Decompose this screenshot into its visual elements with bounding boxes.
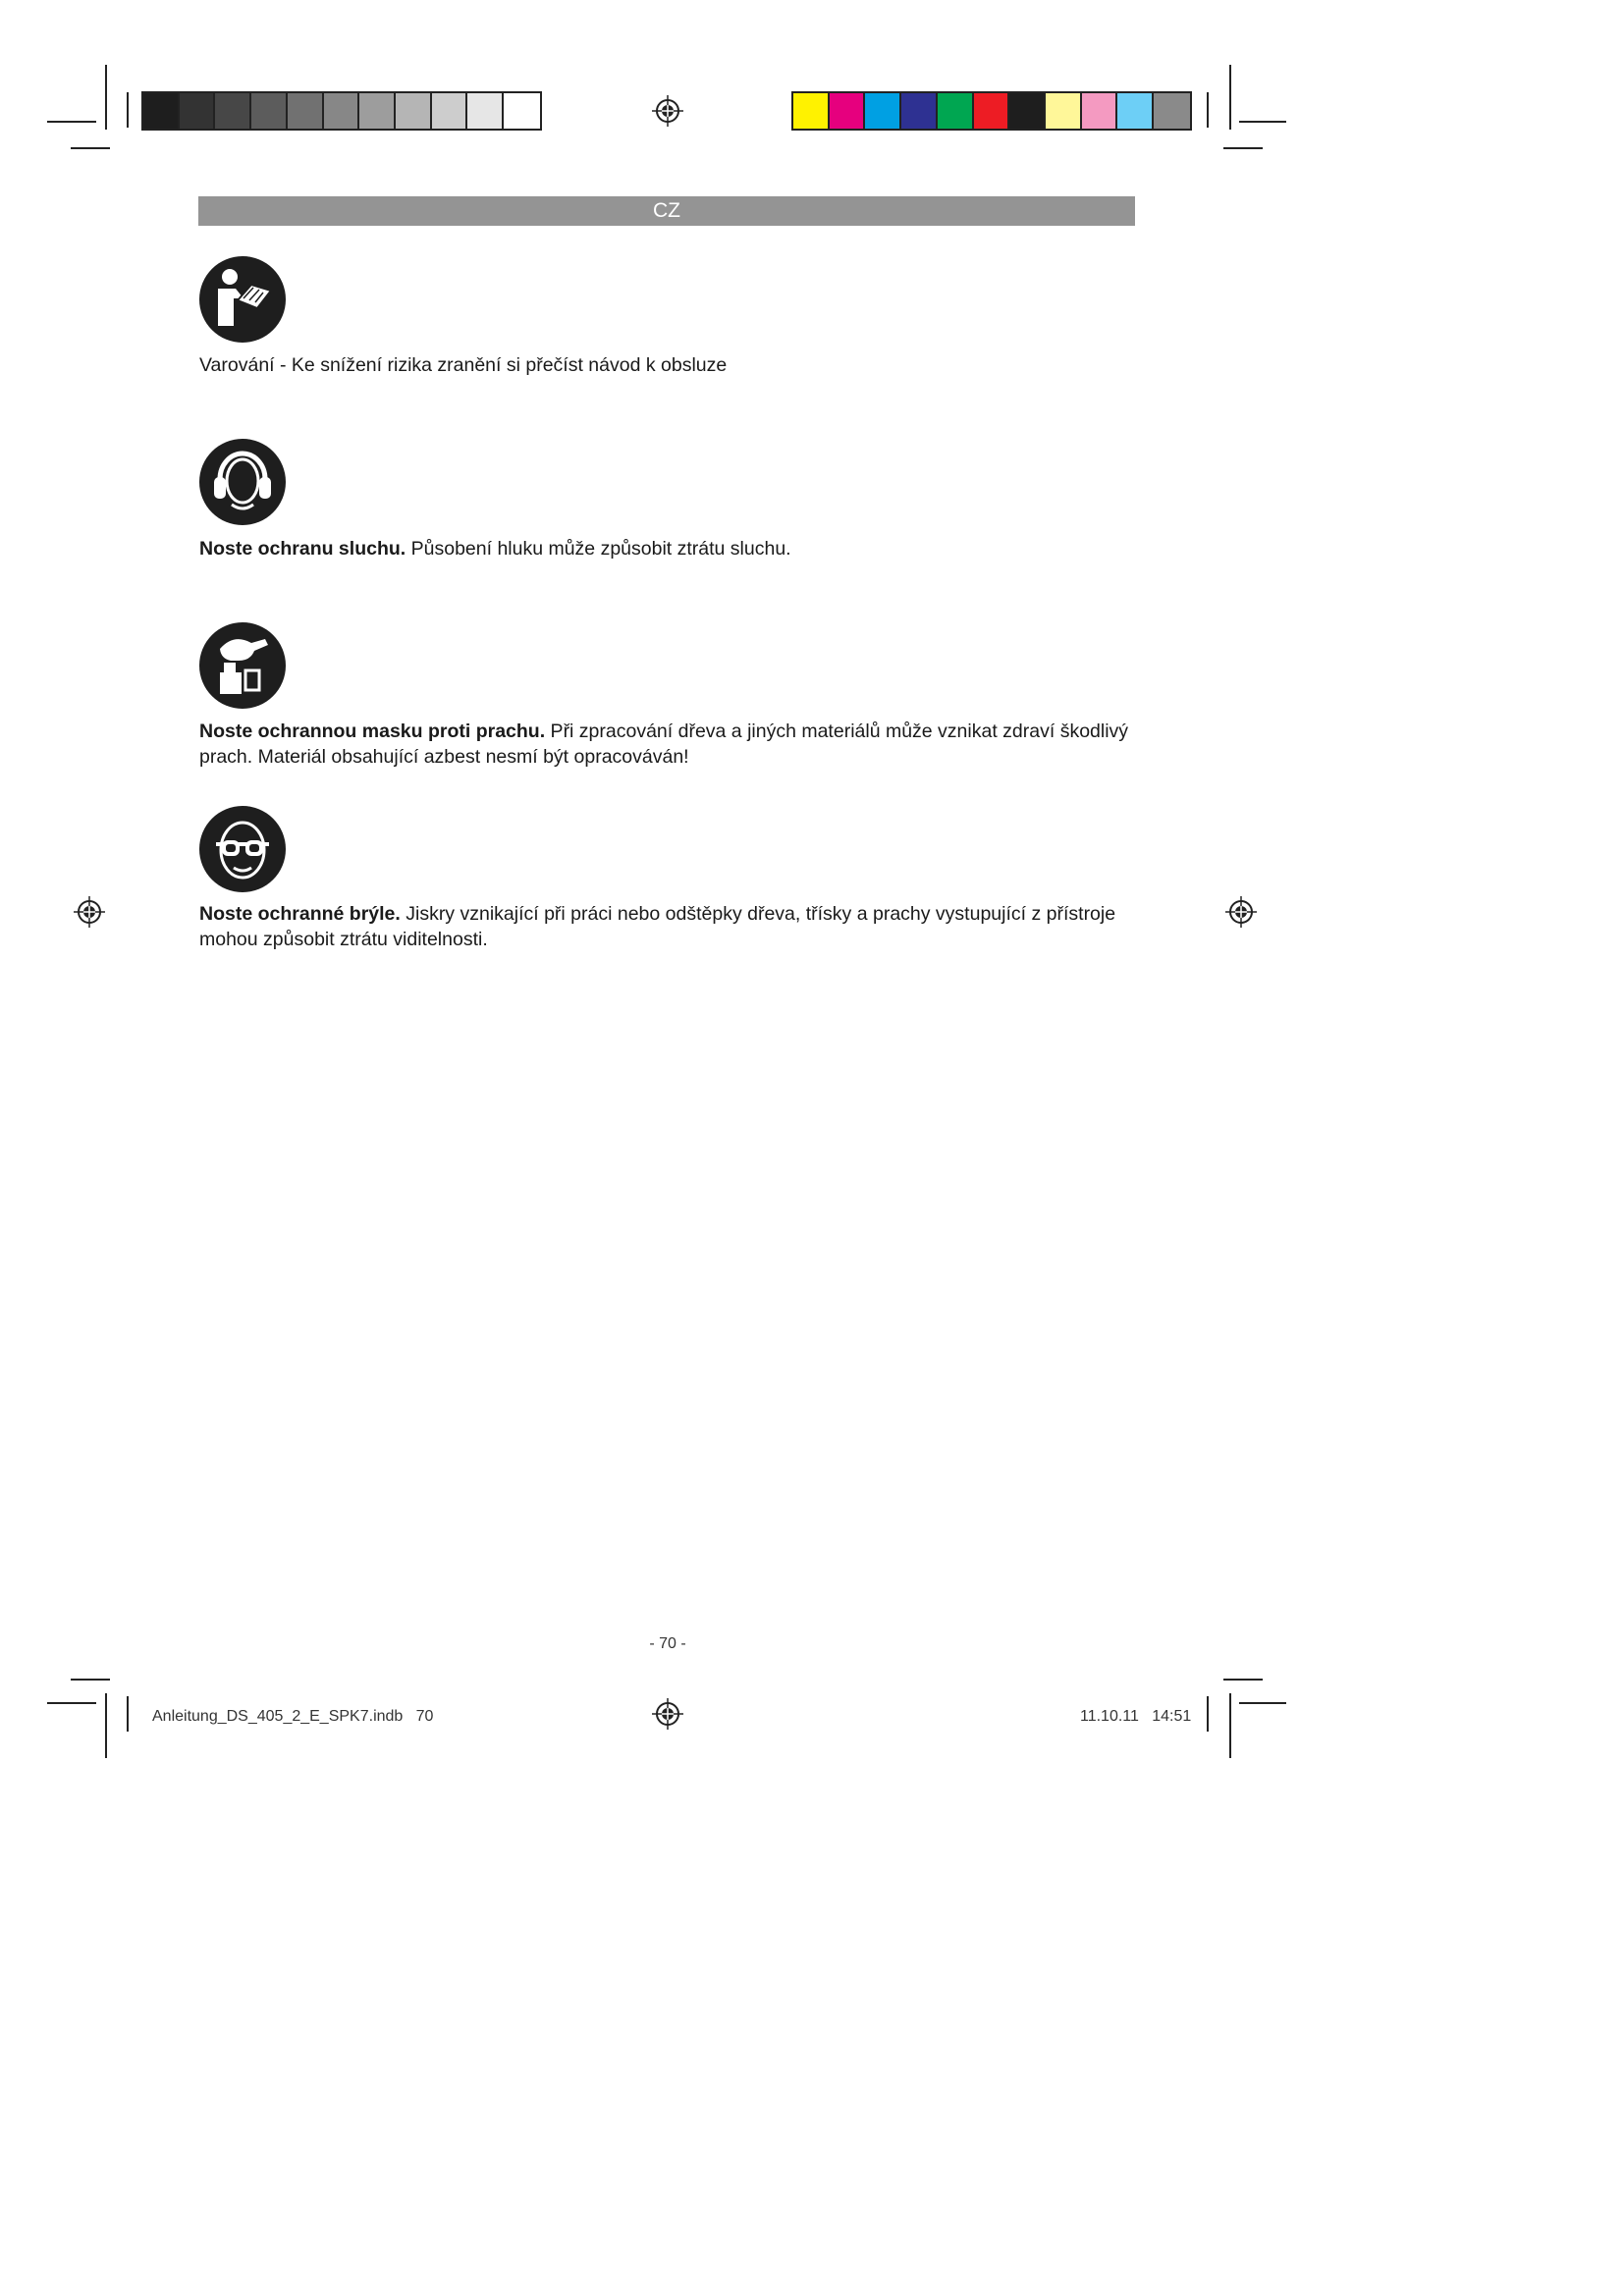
crop-mark <box>71 1679 110 1681</box>
safety-goggles-icon <box>198 805 287 893</box>
registration-mark-icon <box>1225 896 1257 928</box>
color-swatch <box>324 93 360 129</box>
safety-notice <box>199 901 1142 952</box>
safety-notice <box>199 719 1142 770</box>
safety-notice <box>199 536 1142 561</box>
color-swatch <box>865 93 901 129</box>
color-swatch <box>1009 93 1046 129</box>
crop-mark <box>47 1702 96 1704</box>
read-manual-icon <box>198 255 287 344</box>
color-swatch <box>938 93 974 129</box>
notice-text: Varování - Ke snížení rizika zranění si přečíst návod k obsluze <box>199 354 728 376</box>
notice-title: Noste ochrannou masku proti prachu. <box>199 721 546 742</box>
crop-mark <box>127 92 129 128</box>
color-swatch <box>830 93 866 129</box>
registration-mark-icon <box>652 1698 683 1730</box>
color-swatch <box>359 93 396 129</box>
crop-mark <box>1223 147 1263 149</box>
crop-mark <box>105 65 107 130</box>
print-timestamp: 11.10.11 14:51 <box>1080 1708 1192 1725</box>
color-swatch <box>1046 93 1082 129</box>
crop-mark <box>1223 1679 1263 1681</box>
registration-mark-icon <box>652 95 683 127</box>
file-name: Anleitung_DS_405_2_E_SPK7.indb 70 <box>152 1708 434 1725</box>
language-header: CZ <box>198 196 1135 226</box>
notice-title: Noste ochranu sluchu. <box>199 538 406 560</box>
crop-mark <box>1239 1702 1286 1704</box>
color-swatch <box>1082 93 1118 129</box>
color-swatch <box>504 93 540 129</box>
color-swatch <box>251 93 288 129</box>
color-swatch <box>1117 93 1154 129</box>
color-swatch <box>288 93 324 129</box>
crop-mark <box>127 1696 129 1732</box>
color-swatch <box>180 93 216 129</box>
color-calibration-bar <box>791 91 1192 131</box>
notice-text: Působení hluku může způsobit ztrátu sluchu. <box>406 538 791 560</box>
dust-mask-icon <box>198 621 287 710</box>
crop-mark <box>1239 121 1286 123</box>
page-number: - 70 - <box>649 1635 686 1652</box>
crop-mark <box>71 147 110 149</box>
crop-mark <box>1207 92 1209 128</box>
color-swatch <box>901 93 938 129</box>
crop-mark <box>47 121 96 123</box>
crop-mark <box>1207 1696 1209 1732</box>
color-swatch <box>143 93 180 129</box>
color-swatch <box>215 93 251 129</box>
grayscale-calibration-bar <box>141 91 542 131</box>
color-swatch <box>1154 93 1190 129</box>
ear-protection-icon <box>198 438 287 526</box>
crop-mark <box>105 1693 107 1758</box>
crop-mark <box>1229 1693 1231 1758</box>
color-swatch <box>793 93 830 129</box>
color-swatch <box>432 93 468 129</box>
crop-mark <box>1229 65 1231 130</box>
color-swatch <box>467 93 504 129</box>
notice-text: Při zpracování dřeva a jiných materiálů může vznikat zdraví škodlivý prach. Materiál obsahující azbest nesmí být opracováván! <box>199 721 1129 768</box>
notice-title: Noste ochranné brýle. <box>199 903 401 925</box>
notice-text: Jiskry vznikající při práci nebo odštěpky dřeva, třísky a prachy vystupující z přístroje mohou způsobit ztrátu viditelnosti. <box>199 903 1116 950</box>
color-swatch <box>396 93 432 129</box>
safety-notice <box>199 352 1142 378</box>
color-swatch <box>974 93 1010 129</box>
registration-mark-icon <box>74 896 105 928</box>
